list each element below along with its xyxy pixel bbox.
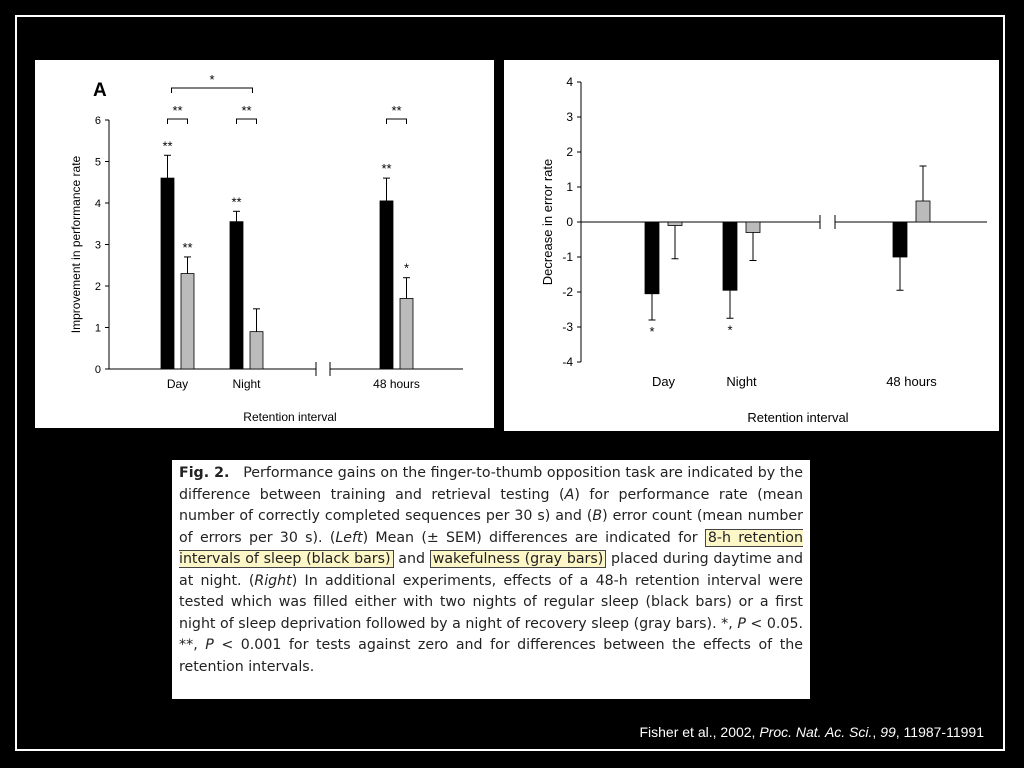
significance-label: * <box>727 322 733 338</box>
y-tick-label: 2 <box>94 281 101 293</box>
significance-label: ** <box>182 239 193 255</box>
bar-sleep <box>380 201 393 369</box>
x-category-label: 48 hours <box>886 374 937 389</box>
bar-wakefulness <box>400 298 413 369</box>
caption-text: placed during daytime and at night. ( <box>179 551 803 589</box>
bar-sleep <box>723 222 737 290</box>
x-category-label: 48 hours <box>373 377 420 391</box>
caption-text: ) error count (mean number of errors per 30 s). ( <box>179 508 803 546</box>
bar-sleep <box>161 178 174 369</box>
x-category-label: Night <box>726 374 757 389</box>
bar-wakefulness <box>250 332 263 369</box>
citation-volume: 99 <box>880 724 896 740</box>
significance-bracket <box>168 119 188 124</box>
bar-wakefulness <box>668 222 682 226</box>
significance-label: * <box>649 324 655 339</box>
significance-bracket <box>172 88 253 93</box>
y-axis-title: Decrease in error rate <box>540 158 555 286</box>
caption-text: < 0.001 for tests against zero and for differences between the effects of the retention intervals. <box>179 637 803 675</box>
y-tick-label: 2 <box>566 145 573 159</box>
caption-italic: P <box>205 637 214 653</box>
highlight-wakefulness: wakefulness (gray bars) <box>430 550 607 568</box>
x-category-label: Night <box>232 377 261 391</box>
caption-text: < 0.05. **, <box>179 615 803 653</box>
y-tick-label: -2 <box>562 285 573 299</box>
y-tick-label: 3 <box>566 110 573 124</box>
y-tick-label: 4 <box>566 75 573 89</box>
significance-label: ** <box>381 161 392 177</box>
caption-fig-label: Fig. 2. <box>179 465 230 481</box>
highlight-sleep: 8-h retention intervals of sleep (black bars) <box>179 529 803 567</box>
caption-italic: P <box>737 615 746 632</box>
bar-wakefulness <box>181 274 194 369</box>
chart-panel-b <box>504 60 999 431</box>
chart-panel-a <box>35 60 494 428</box>
caption-text: ) In additional experiments, effects of a 48-h retention interval were tested which was filled either with two nights of regular sleep (black bars) or a first night of sleep deprivation followed by a night of recovery sleep (gray bars). *, <box>179 572 803 632</box>
bracket-label: ** <box>172 103 183 118</box>
significance-label: ** <box>231 194 242 210</box>
caption-italic: A <box>564 486 575 503</box>
x-axis-title: Retention interval <box>747 410 849 425</box>
citation-pages: , 11987-11991 <box>895 724 984 740</box>
significance-label: * <box>403 260 410 276</box>
citation-authors: Fisher et al., 2002, <box>639 724 760 740</box>
bar-sleep <box>893 222 907 257</box>
bar-sleep <box>230 222 243 369</box>
y-tick-label: 6 <box>94 115 101 127</box>
x-axis-title: Retention interval <box>243 410 337 424</box>
bracket-label: ** <box>241 103 252 118</box>
y-tick-label: 0 <box>566 215 573 229</box>
citation <box>639 724 984 740</box>
caption-italic: Right <box>254 572 292 589</box>
caption-text: and <box>393 551 430 567</box>
caption-text: ) for performance rate (mean number of correctly completed sequences per 30 s) and ( <box>179 486 803 524</box>
citation-journal: Proc. Nat. Ac. Sci. <box>759 724 873 740</box>
y-tick-label: 5 <box>94 156 101 169</box>
y-tick-label: -1 <box>562 250 573 264</box>
bracket-label: ** <box>391 103 402 118</box>
y-axis-title: Improvement in performance rate <box>69 155 83 334</box>
y-tick-label: 3 <box>94 239 101 252</box>
panel-label: A <box>93 80 107 101</box>
y-tick-label: 1 <box>94 322 101 335</box>
citation-sep: , <box>872 724 881 740</box>
chart-b-svg <box>504 60 999 431</box>
y-tick-label: -4 <box>562 355 573 369</box>
caption-italic: B <box>592 508 603 524</box>
caption-text: Performance gains on the finger-to-thumb opposition task are indicated by the difference between training and retrieval testing ( <box>179 465 803 503</box>
bar-wakefulness <box>916 201 930 222</box>
caption-text: ) Mean (± SEM) differences are indicated for <box>362 529 705 546</box>
chart-a-svg <box>35 60 494 428</box>
bar-wakefulness <box>746 222 760 233</box>
bracket-label: * <box>209 72 215 87</box>
y-tick-label: -3 <box>562 320 573 334</box>
significance-bracket <box>387 119 407 124</box>
y-tick-label: 4 <box>94 198 101 210</box>
y-tick-label: 0 <box>94 364 101 376</box>
caption-italic: Left <box>335 529 363 546</box>
significance-bracket <box>237 119 257 124</box>
significance-label: ** <box>162 138 173 154</box>
figure-caption <box>172 460 810 699</box>
x-category-label: Day <box>166 377 189 391</box>
y-tick-label: 1 <box>566 180 573 194</box>
x-category-label: Day <box>651 374 676 389</box>
bar-sleep <box>645 222 659 294</box>
